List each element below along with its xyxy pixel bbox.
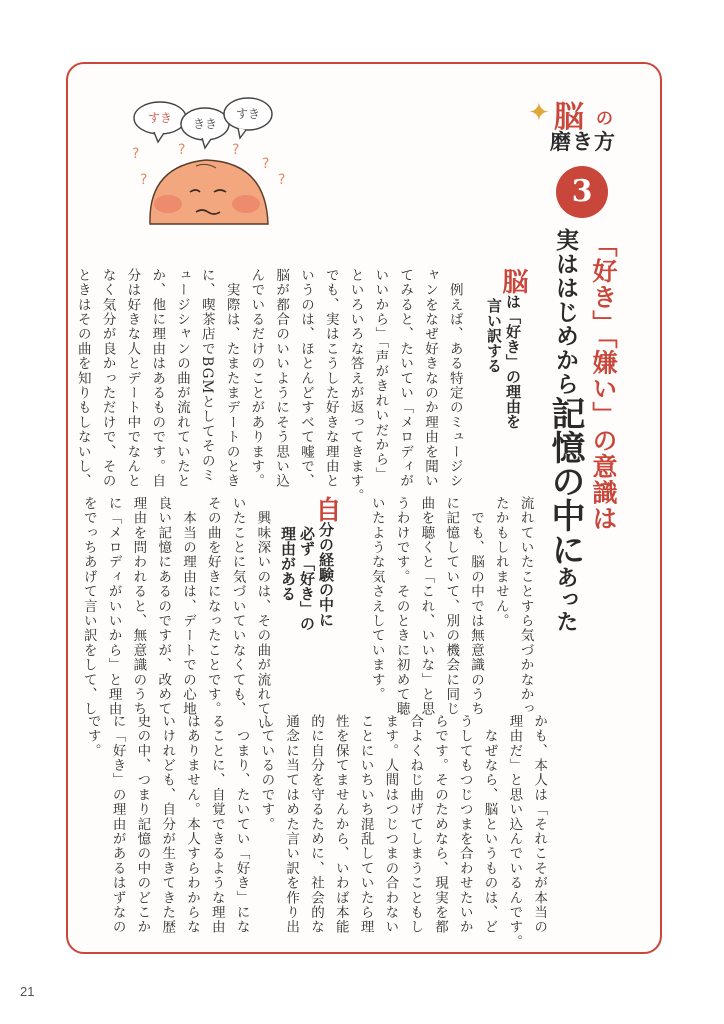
body-line: 本当の理由は、デートでの心地	[179, 496, 196, 717]
face	[150, 160, 268, 224]
body-line: です。	[84, 714, 101, 759]
section-2-heading	[278, 496, 341, 631]
body-line: 脳が都合のいいようにそう思い込	[273, 268, 290, 489]
body-line: 流れていたことすら気づかなかっ	[517, 496, 534, 717]
title-line-2-big: 記憶の中に	[545, 396, 585, 566]
title-line-2-post: あった	[553, 566, 578, 632]
body-line: ときはその曲を知りもしないし、	[74, 268, 91, 489]
body-line: なぜなら、脳というものは、ど	[481, 714, 498, 935]
section-2-heading-line-1: 分の経験の中に	[317, 522, 335, 627]
section-2-heading-big: 自	[311, 496, 341, 522]
series-label-big: 脳	[554, 100, 584, 135]
body-line: たかもしれません。	[492, 496, 509, 629]
svg-text:?: ?	[278, 172, 286, 188]
svg-text:?: ?	[140, 172, 148, 188]
body-line: に、喫茶店でBGMとしてそのミ	[198, 268, 215, 483]
title-line-2	[546, 228, 584, 632]
body-line: ることに、自覚できるような理由	[208, 714, 225, 935]
bubble-text-1: すき	[147, 111, 173, 125]
body-line: でも、脳の中では無意識のうち	[467, 496, 484, 717]
svg-text:?: ?	[232, 142, 240, 158]
section-1-body-block-b	[364, 496, 538, 717]
section-1-body-block-a	[70, 268, 467, 504]
body-line: 例えば、ある特定のミュージシ	[446, 268, 463, 489]
sparkle-icon: ✦	[528, 98, 550, 128]
body-line: か、他に理由はあるものです。自	[149, 268, 166, 489]
section-2-body-block-d	[80, 714, 551, 950]
section-2-heading-line-2: 必ず「好き」の	[298, 526, 316, 631]
body-line: 史の中、つまり記憶の中のどこか	[134, 714, 151, 935]
svg-text:?: ?	[132, 146, 140, 162]
body-line: いうのは、ほとんどすべて嘘で、	[297, 268, 314, 489]
body-line: なく気分が良かっただけで、その	[99, 268, 116, 489]
body-line: はありません。本人すらわからな	[183, 714, 200, 935]
body-line: 合よくねじ曲げてしまうこともし	[407, 714, 424, 935]
body-line: ことにいちいち混乱していたら理	[357, 714, 374, 935]
section-1-heading	[484, 268, 528, 429]
body-line: いたことに気づいていなくても、	[229, 496, 246, 717]
body-line: いたような気さえしています。	[368, 496, 385, 702]
body-line: うしてもつじつまを合わせたいか	[456, 714, 473, 935]
body-line: いけれども、自分が生きてきた歴	[159, 714, 176, 935]
body-line: つまり、たいてい「好き」にな	[233, 714, 250, 935]
bubble-text-3: すき	[235, 107, 261, 121]
body-line: 分は好きな人とデート中でなんと	[124, 268, 141, 489]
body-line: んでいるだけのことがあります。	[248, 268, 265, 489]
body-line: に「メロディがいいから」と理由	[105, 496, 122, 717]
body-line: その曲を好きになったことです。	[204, 496, 221, 717]
body-line: 性を保てませんから、いわば本能	[332, 714, 349, 935]
body-line: かも、本人は「それこそが本当の	[531, 714, 548, 935]
svg-text:?: ?	[262, 156, 270, 172]
body-line: でも、実はこうした好きな理由と	[322, 268, 339, 489]
series-label-line2: 磨き方	[550, 130, 616, 154]
body-line: 通念に当てはめた言い訳を作り出	[283, 714, 300, 935]
body-line: 良い記憶にあるのですが、改めて	[155, 496, 172, 717]
body-line: ます。人間はつじつまの合わない	[382, 714, 399, 935]
section-2-heading-line-3: 理由がある	[279, 526, 297, 601]
section-1-heading-line-2: 言い訳する	[485, 298, 503, 373]
series-label	[528, 92, 638, 162]
section-2-body-block-c	[76, 496, 274, 732]
body-line: 理由だ」と思い込んでいるんです。	[506, 714, 523, 950]
body-line: 実際は、たまたまデートのとき	[223, 268, 240, 489]
body-line: といろいろな答えが返ってきます。	[347, 268, 364, 504]
body-line: らです。そのためなら、現実を都	[431, 714, 448, 935]
thinking-head-illustration	[110, 96, 310, 226]
title-line-1: 「好き」「嫌い」の意識は	[589, 232, 618, 532]
body-line: に「好き」の理由があるはずなの	[109, 714, 126, 935]
series-label-no: の	[596, 109, 613, 129]
body-line: に記憶していて、別の機会に同じ	[443, 496, 460, 717]
body-line: しているのです。	[258, 714, 275, 832]
section-1-heading-big: 脳	[498, 268, 528, 294]
body-line: 曲を聴くと「これ、いいな」と思	[418, 496, 435, 717]
title-line-2-pre: 実ははじめから	[552, 228, 578, 396]
body-line: ュージシャンの曲が流れていたと	[173, 268, 190, 489]
chapter-number-badge: 3	[556, 166, 608, 218]
body-line: うわけです。そのときに初めて聴	[393, 496, 410, 717]
body-line: をでっちあげて言い訳をして、し	[80, 496, 97, 717]
page-number: 21	[20, 984, 35, 999]
section-1-heading-line-1: は「好き」の理由を	[504, 294, 522, 429]
body-line: 的に自分を守るために、社会的な	[307, 714, 324, 935]
body-line: ャンをなぜ好きなのか理由を聞い	[421, 268, 438, 489]
body-line: てみると、たいてい「メロディが	[397, 268, 414, 489]
body-line: いいから」「声がきれいだから」	[372, 268, 389, 482]
body-line: 理由を問われると、無意識のうち	[130, 496, 147, 717]
body-line: 興味深いのは、その曲が流れてい	[254, 496, 271, 732]
svg-text:?: ?	[178, 142, 186, 158]
bubble-text-2: きき	[192, 117, 218, 131]
